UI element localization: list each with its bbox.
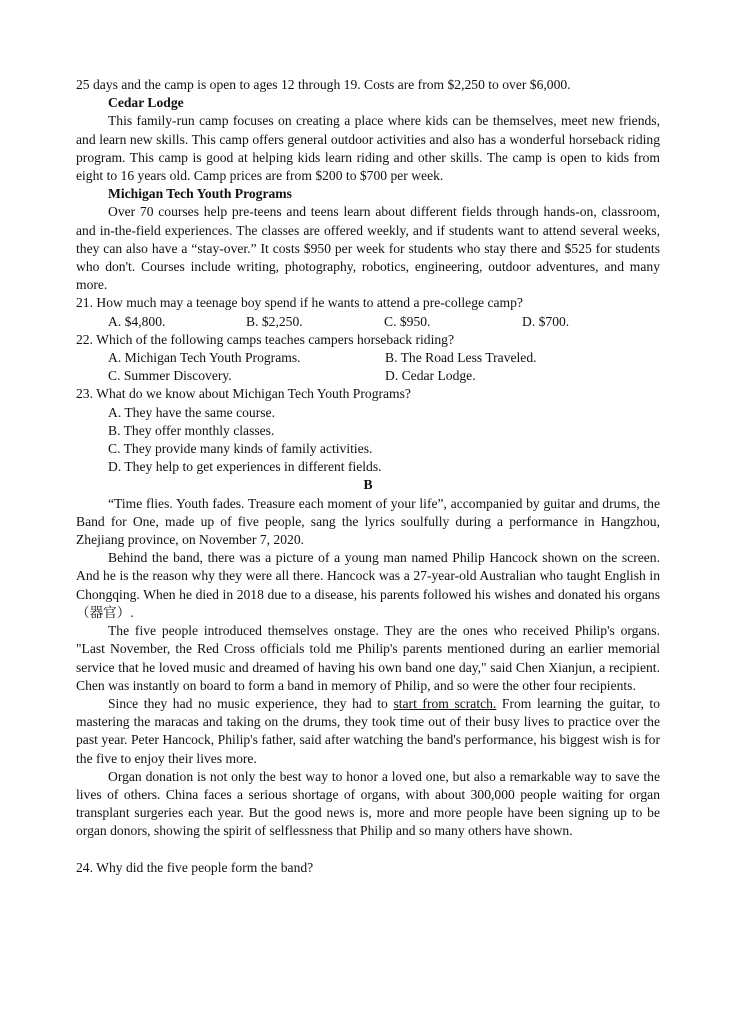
section-b-paragraph-3: The five people introduced themselves onstage. They are the ones who received Philip's organs. "Last November, the Red Cross officials told me Philip's parents mentioned during an earlier memorial service that he loved music and dreamed of having his own band one day," said Chen Xianjun, a recipient. Chen was instantly on board to form a band in memory of Philip, and so were the other four recipients.	[76, 623, 660, 693]
section-b-paragraph-1: “Time flies. Youth fades. Treasure each moment of your life”, accompanied by guitar and drums, the Band for One, made up of five people, sang the lyrics soulfully during a performance in Hangzhou, Zhejiang province, on November 7, 2020.	[76, 495, 660, 548]
section-b-paragraph-2: Behind the band, there was a picture of a young man named Philip Hancock shown on the screen. And he is the reason why they were all there. Hancock was a 27-year-old Australian who taught English in Chongqing. When he died in 2018 due to a disease, his parents followed his wishes and donated his organs（器官）.	[76, 550, 660, 620]
q21-option-b: B. $2,250.	[246, 313, 303, 329]
question-24-stem: 24. Why did the five people form the band?	[76, 859, 314, 875]
section-b-label: B	[363, 477, 373, 493]
p4-text-before: Since they had no music experience, they had to	[108, 695, 394, 711]
q23-option-a: A. They have the same course.	[108, 404, 275, 420]
question-22-options-row1	[76, 349, 660, 367]
question-22-options-row2	[76, 367, 660, 385]
q21-option-d: D. $700.	[522, 313, 570, 329]
question-21-options	[76, 313, 660, 331]
michigan-tech-heading: Michigan Tech Youth Programs	[108, 186, 292, 202]
q22-option-d: D. Cedar Lodge.	[385, 368, 476, 384]
michigan-tech-paragraph: Over 70 courses help pre-teens and teens learn about different fields through hands-on, classroom, and in-the-field experiences. The classes are offered weekly, and if students want to attend several weeks, they can also have a “stay-over.” It costs $950 per week for students who stay there and $525 for students who don't. Courses include writing, photography, robotics, engineering, outdoor adventures, and many more.	[76, 204, 660, 293]
q22-option-c: C. Summer Discovery.	[108, 368, 232, 384]
section-b-paragraph-4	[76, 695, 660, 768]
question-23-stem: 23. What do we know about Michigan Tech Youth Programs?	[76, 386, 411, 402]
cedar-lodge-heading: Cedar Lodge	[108, 95, 184, 111]
q22-option-a: A. Michigan Tech Youth Programs.	[108, 350, 301, 366]
q21-option-a: A. $4,800.	[108, 313, 166, 329]
q22-option-b: B. The Road Less Traveled.	[385, 350, 537, 366]
question-21-stem: 21. How much may a teenage boy spend if he wants to attend a pre-college camp?	[76, 295, 523, 311]
start-from-scratch-underlined: start from scratch.	[393, 695, 497, 711]
question-22-stem: 22. Which of the following camps teaches campers horseback riding?	[76, 331, 454, 347]
section-b-paragraph-5: Organ donation is not only the best way to honor a loved one, but also a remarkable way to save the lives of others. China faces a serious shortage of organs, with about 300,000 people waiting for organ transplant surgeries each year. But the good news is, more and more people have been signing up to be organ donors, showing the spirit of selflessness that Philip and so many others have shown.	[76, 768, 660, 839]
q23-option-c: C. They provide many kinds of family activities.	[108, 441, 373, 457]
document-page	[76, 76, 660, 877]
q21-option-c: C. $950.	[384, 313, 431, 329]
p4-text-after: From learning the guitar, to mastering the maracas and taking on the drums, they took time out of their busy lives to practice over the past year. Peter Hancock, Philip's father, said after watching the band's performance, his biggest wish is for the five to enjoy their lives more.	[76, 695, 660, 766]
q23-option-b: B. They offer monthly classes.	[108, 422, 275, 438]
passage-a-continuation: 25 days and the camp is open to ages 12 through 19. Costs are from $2,250 to over $6,000.	[76, 77, 571, 92]
q23-option-d: D. They help to get experiences in different fields.	[108, 459, 382, 475]
cedar-lodge-paragraph: This family-run camp focuses on creating a place where kids can be themselves, meet new friends, and learn new skills. This camp offers general outdoor activities and also has a wonderful horseback riding program. This camp is good at helping kids learn riding and other skills. The camp is open to kids from eight to 16 years old. Camp prices are from $200 to $700 per week.	[76, 113, 660, 184]
